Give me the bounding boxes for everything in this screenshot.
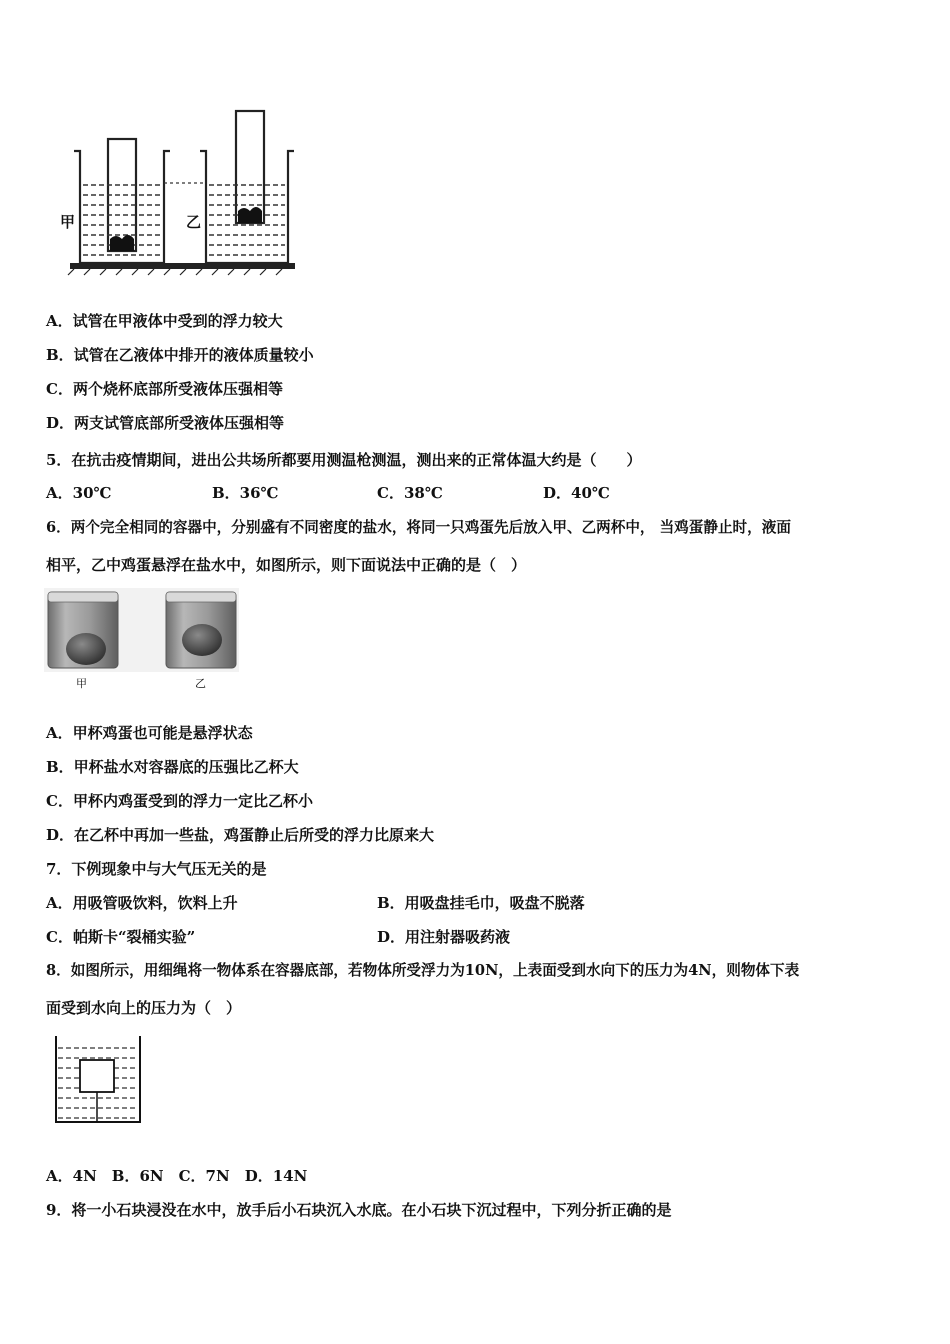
- q7-stem: 7．下例现象中与大气压无关的是: [46, 860, 267, 878]
- q5-stem: 5．在抗击疫情期间，进出公共场所都要用测温枪测温，测出来的正常体温大约是（ ）: [46, 451, 642, 469]
- q4-option-a: A．试管在甲液体中受到的浮力较大: [46, 312, 283, 330]
- figure-q8-container: [52, 1034, 144, 1126]
- q4-option-d: D．两支试管底部所受液体压强相等: [46, 414, 285, 432]
- q5-option-b: B．36℃: [212, 484, 279, 502]
- q7-option-a: A．用吸管吸饮料，饮料上升: [46, 894, 238, 912]
- figure-q6-egg-beakers: [44, 588, 239, 672]
- q8-options: A．4N B．6N C．7N D．14N: [46, 1167, 308, 1185]
- q6-option-a: A．甲杯鸡蛋也可能是悬浮状态: [46, 724, 253, 742]
- q4-option-c: C．两个烧杯底部所受液体压强相等: [46, 380, 283, 398]
- q5-option-c: C．38℃: [377, 484, 443, 502]
- q5-option-d: D．40℃: [543, 484, 610, 502]
- q6-option-b: B．甲杯盐水对容器底的压强比乙杯大: [46, 758, 299, 776]
- q7-option-c: C．帕斯卡“裂桶实验”: [46, 928, 196, 946]
- q5-option-a: A．30℃: [46, 484, 112, 502]
- q6-option-c: C．甲杯内鸡蛋受到的浮力一定比乙杯小: [46, 792, 313, 810]
- q4-option-b: B．试管在乙液体中排开的液体质量较小: [46, 346, 314, 364]
- q6-option-d: D．在乙杯中再加一些盐，鸡蛋静止后所受的浮力比原来大: [46, 826, 435, 844]
- q7-option-d: D．用注射器吸药液: [377, 928, 511, 946]
- q6-stem-line2: 相平，乙中鸡蛋悬浮在盐水中，如图所示，则下面说法中正确的是（ ）: [46, 556, 527, 574]
- q9-stem: 9．将一小石块浸没在水中，放手后小石块沉入水底。在小石块下沉过程中，下列分折正确的是: [46, 1201, 672, 1219]
- figure-q6-caption-right: 乙: [195, 677, 206, 690]
- figure-q6-caption-left: 甲: [76, 677, 87, 690]
- figure-q4-label-right: 乙: [186, 213, 202, 231]
- figure-q4-beakers: [60, 105, 305, 277]
- q6-stem-line1: 6．两个完全相同的容器中，分别盛有不同密度的盐水，将同一只鸡蛋先后放入甲、乙两杯中， 当鸡蛋静止时，液面: [46, 519, 791, 536]
- q8-stem-line1: 8．如图所示，用细绳将一物体系在容器底部，若物体所受浮力为10N，上表面受到水向下的压力为4N，则物体下表: [46, 962, 800, 979]
- q7-option-b: B．用吸盘挂毛巾，吸盘不脱落: [377, 894, 585, 912]
- q8-stem-line2: 面受到水向上的压力为（ ）: [46, 999, 242, 1017]
- figure-q4-label-left: 甲: [60, 213, 76, 231]
